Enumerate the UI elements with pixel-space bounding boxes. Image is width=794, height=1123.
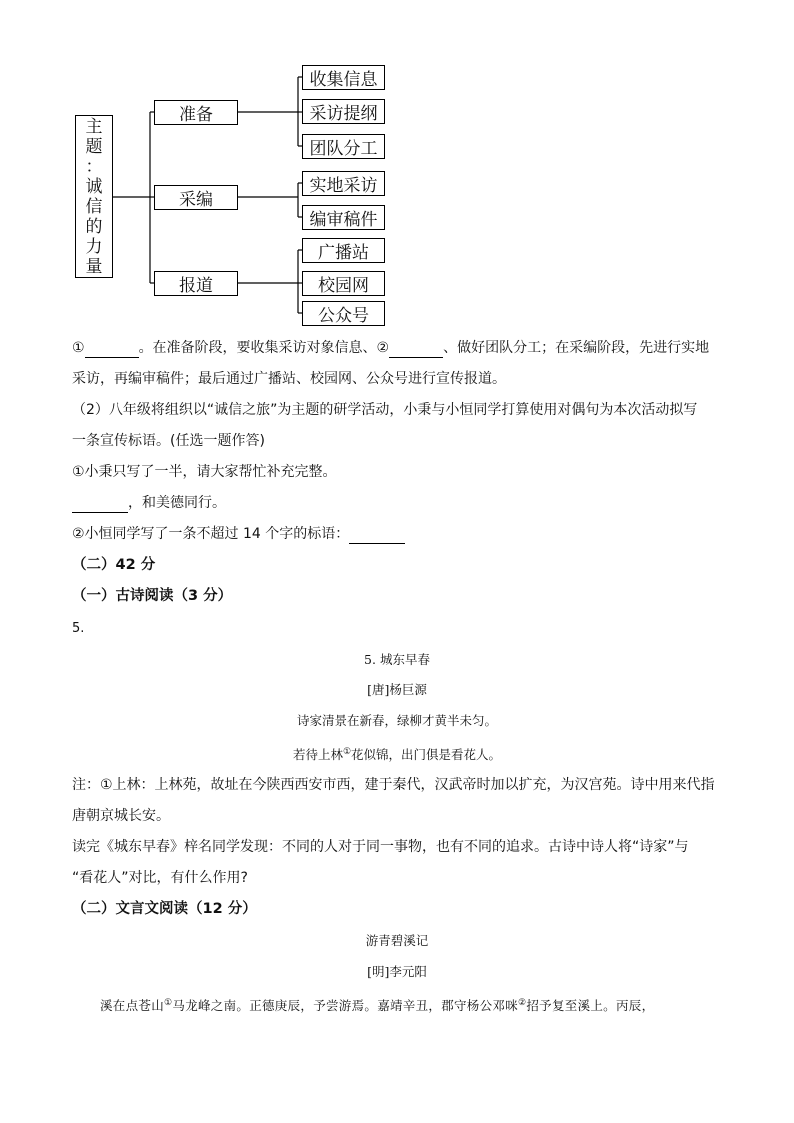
root-char: 诚 bbox=[85, 176, 103, 197]
item-box: 公众号 bbox=[302, 301, 385, 326]
prose-author: [明]李元阳 bbox=[367, 964, 427, 979]
poem-question-line-2: “看花人”对比，有什么作用? bbox=[72, 870, 248, 886]
item-box: 广播站 bbox=[302, 238, 385, 263]
stage-box-prepare: 准备 bbox=[154, 100, 238, 125]
root-char: 力 bbox=[85, 236, 103, 257]
stage-box-report: 报道 bbox=[154, 271, 238, 296]
topic-mind-map bbox=[0, 0, 794, 340]
section-heading: （二）42 分 bbox=[72, 557, 156, 573]
question-number: 5. bbox=[72, 621, 85, 636]
poem-author: [唐]杨巨源 bbox=[367, 682, 427, 697]
poem-line-1: 诗家清景在新春，绿柳才黄半未匀。 bbox=[296, 713, 497, 728]
poem-line-2: 若待上林①花似锦，出门俱是看花人。 bbox=[292, 747, 502, 763]
item-box: 实地采访 bbox=[302, 171, 385, 196]
section-subheading-prose: （二）文言文阅读（12 分） bbox=[72, 901, 257, 917]
item-box: 校园网 bbox=[302, 271, 385, 296]
prose-title: 游青碧溪记 bbox=[365, 933, 429, 948]
answer-blank-4[interactable] bbox=[349, 529, 405, 544]
q2-line-2: 一条宣传标语。(任选一题作答) bbox=[72, 433, 265, 449]
item-box: 采访提纲 bbox=[302, 99, 385, 124]
root-char: 量 bbox=[85, 256, 103, 277]
poem-note-line-2: 唐朝京城长安。 bbox=[72, 808, 170, 824]
answer-blank-1[interactable] bbox=[85, 343, 139, 358]
root-char: 题 bbox=[85, 136, 103, 157]
root-topic-box bbox=[75, 115, 113, 278]
root-char: ： bbox=[85, 156, 103, 177]
item-box: 团队分工 bbox=[302, 134, 385, 159]
answer-blank-3[interactable] bbox=[72, 498, 128, 513]
section-subheading-poem: （一）古诗阅读（3 分） bbox=[72, 588, 233, 604]
mind-map-connectors bbox=[0, 0, 794, 340]
answer-blank-2[interactable] bbox=[389, 343, 443, 358]
root-char: 的 bbox=[85, 216, 103, 237]
q2-option-1-answer: ，和美德同行。 bbox=[72, 493, 226, 513]
q1-line-2: 采访，再编审稿件；最后通过广播站、校园网、公众号进行宣传报道。 bbox=[72, 371, 506, 387]
item-box: 收集信息 bbox=[302, 65, 385, 90]
prose-line-1: 溪在点苍山①马龙峰之南。正德庚辰，予尝游焉。嘉靖辛丑，郡守杨公邓咪②招予复至溪上。丙辰， bbox=[100, 998, 655, 1014]
stage-box-edit: 采编 bbox=[154, 185, 238, 210]
q2-line-1: （2）八年级将组织以“诚信之旅”为主题的研学活动，小秉与小恒同学打算使用对偶句为本次活动拟写 bbox=[72, 402, 698, 418]
q1-line-1: ① 。在准备阶段，要收集采访对象信息、② 、做好团队分工；在采编阶段，先进行实地 bbox=[72, 340, 710, 356]
root-char: 信 bbox=[85, 196, 103, 217]
q2-option-1: ①小秉只写了一半，请大家帮忙补充完整。 bbox=[72, 464, 337, 480]
item-box: 编审稿件 bbox=[302, 205, 385, 230]
footnote-marker: ② bbox=[518, 998, 527, 1008]
footnote-marker: ① bbox=[164, 998, 173, 1008]
q2-option-2: ②小恒同学写了一条不超过 14 个字的标语： bbox=[72, 524, 405, 544]
root-char: 主 bbox=[85, 116, 103, 137]
poem-title: 5. 城东早春 bbox=[364, 652, 430, 667]
poem-question-line-1: 读完《城东早春》梓名同学发现：不同的人对于同一事物，也有不同的追求。古诗中诗人将“诗家”与 bbox=[72, 839, 689, 855]
footnote-marker: ① bbox=[342, 747, 352, 757]
poem-note-line-1: 注：①上林：上林苑，故址在今陕西西安市西，建于秦代，汉武帝时加以扩充，为汉宫苑。诗中用来代指 bbox=[72, 777, 715, 793]
